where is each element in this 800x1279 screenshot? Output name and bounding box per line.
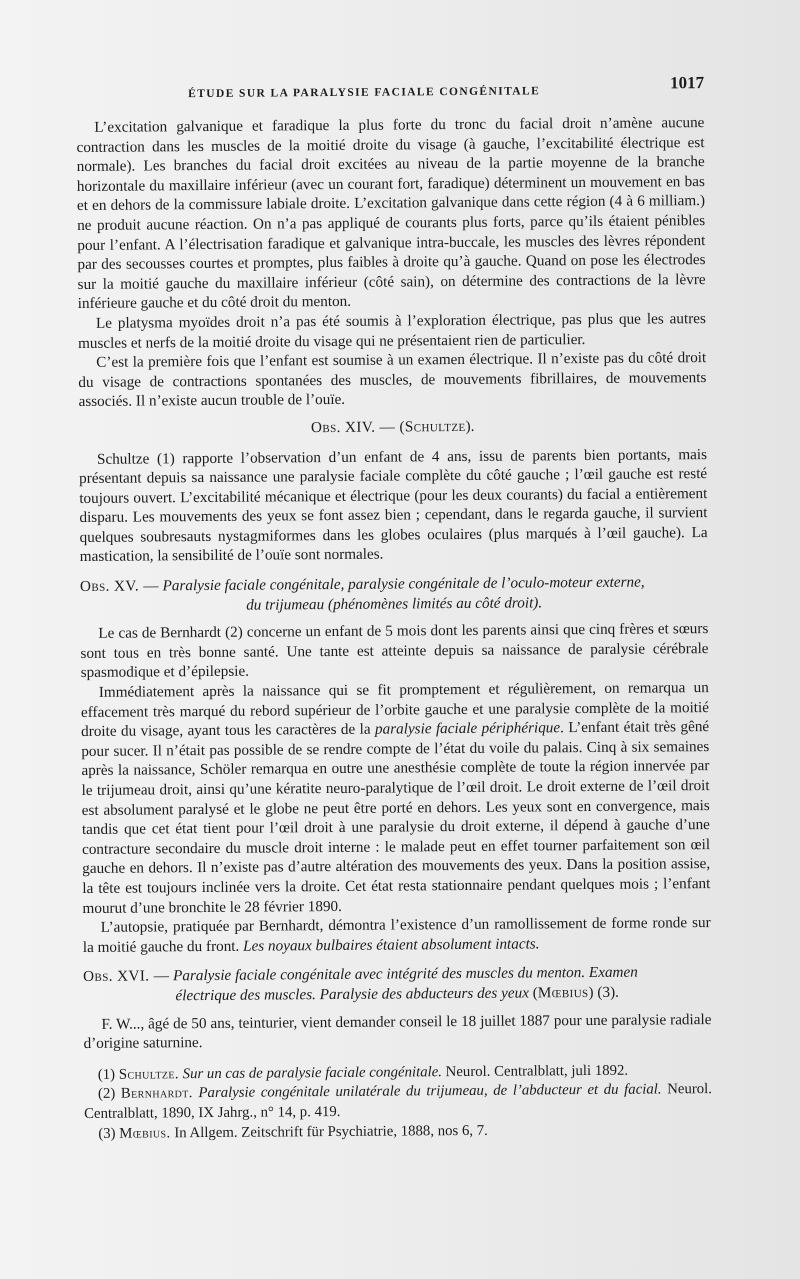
obs-15-title-line1: Paralysie faciale congénitale, paralysie congénitale de l’oculo-moteur externe, xyxy=(162,573,645,595)
obs-16-title-line2-italic: électrique des muscles. Paralysie des abducteurs des yeux xyxy=(175,984,529,1005)
obs-15-heading xyxy=(80,572,708,616)
obs-16-title-line1: Paralysie faciale congénitale avec intégrité des muscles du menton. Examen xyxy=(172,963,638,985)
book-page xyxy=(76,73,712,1144)
paragraph-electric-exam: L’excitation galvanique et faradique la plus forte du tronc du facial droit n’amène aucune contraction dans les muscles de la moitié droite du visage (à gauche, l’excitabilité électrique est normale). Les branches du facial droit excitées au niveau de la partie moyenne de la branche horizontale du maxillaire inférieur (avec un courant fort, faradique) déterminent un mouvement en bas et en dehors de la commissure labiale droite. L’excitation galvanique dans cette région (4 à 6 milliam.) ne produit aucune réaction. On n’a pas appliqué de courants plus forts, parce qu’ils étaient pénibles pour l’enfant. A l’électrisation faradique et galvanique intra-buccale, les muscles des lèvres répondent par des secousses courtes et promptes, plus faibles à droite qu’à gauche. Quand on pose les électrodes sur la moitié gauche du maxillaire inférieur (côté sain), on détermine des contractions de la lèvre inférieure gauche et du côté droit du menton. xyxy=(76,114,706,313)
fn2-author: Bernhardt. xyxy=(120,1085,193,1102)
obs-14-author: Schultze xyxy=(404,417,466,436)
paragraph-birth-findings xyxy=(81,678,711,918)
paragraph-platysma: Le platysma myoïdes droit n’a pas été soumis à l’exploration électrique, pas plus que les autres muscles et nerfs de la moitié droite du visage qui ne présentaient rien de particulier. xyxy=(78,309,706,352)
fn2-num: (2) xyxy=(97,1085,121,1103)
paragraph-bernhardt-case: Le cas de Bernhardt (2) concerne un enfant de 5 mois dont les parents ainsi que cinq frères et sœurs sont tous en très bonne santé. Une tante est atteinte depuis sa naissance de paralysie cérébrale spasmodique et d’épilepsie. xyxy=(80,620,709,682)
p6-text-a: Immédiatement après la naissance qui se fit promptement et régulièrement, on remarqua un effacement très marqué du rebord supérieur de l’orbite gauche et une paralysie complète de la moitié droite du visage, ayant tous les caractères de la xyxy=(80,679,710,741)
fn2-rest: Neurol. Centralblatt, 1890, IX Jahrg., n° 14, p. 419. xyxy=(84,1081,713,1122)
fn1-rest: Neurol. Centralblatt, juli 1892. xyxy=(441,1062,629,1080)
obs-16-title-line2 xyxy=(83,982,711,1007)
obs-14-heading xyxy=(79,415,707,440)
obs-16-author: Mœbius xyxy=(537,983,589,1002)
fn1-num: (1) xyxy=(97,1066,119,1083)
obs-16-label: Obs. XVI. — xyxy=(82,967,170,986)
fn1-title: Sur un cas de paralysie faciale congénitale. xyxy=(178,1063,443,1082)
paragraph-schultze-case: Schultze (1) rapporte l’observation d’un enfant de 4 ans, issu de parents bien portants, mais présentant depuis sa naissance une paralysie faciale complète du côté gauche ; l’œil gauche est resté toujours ouvert. L’excitabilité mécanique et électrique (pour les deux courants) du facial a entièrement disparu. Les mouvements des yeux se font assez bien ; cependant, dans le regarda gauche, il survient quelques soubresauts nystagmiformes dans les globes oculaires (plus marqués à l’œil gauche). La mastication, la sensibilité de l’ouïe sont normales. xyxy=(79,445,708,566)
paragraph-fw-case: F. W..., âgé de 50 ans, teinturier, vient demander conseil le 18 juillet 1887 pour une paralysie radiale d’origine saturnine. xyxy=(83,1010,712,1053)
obs-16-paren-open: ( xyxy=(528,984,538,1002)
page-number: 1017 xyxy=(669,73,705,93)
fn3-num: (3) xyxy=(98,1125,120,1142)
fn3-rest: In Allgem. Zeitschrift für Psychiatrie, 1888, nos 6, 7. xyxy=(170,1122,488,1141)
p7-text: L’autopsie, pratiquée par Bernhardt, démontra l’existence d’un ramollissement de forme ronde sur la moitié gauche du front. xyxy=(82,914,711,956)
page-header xyxy=(76,73,704,104)
obs-14-label: Obs. XIV. — ( xyxy=(310,418,405,437)
obs-16-heading xyxy=(83,962,711,1006)
p7-italic: Les noyaux bulbaires étaient absolument intacts. xyxy=(243,935,540,955)
footnote-2 xyxy=(84,1080,712,1124)
obs-15-label: Obs. XV. — xyxy=(79,577,159,596)
p6-text-b: . L’enfant était très gêné pour sucer. Il n’était pas possible de se rendre compte de l’état du voile du palais. Cinq à six semaines après la naissance, Schöler remarqua en outre une anesthésie complète de toute la région innervée par le trijumeau droit, ainsi qu’une kératite neuro-paralytique de l’œil droit. Le droit externe de l’œil droit est absolument paralysé et le globe ne peut être porté en dehors. Les yeux sont en convergence, mais tandis que cet état tient pour l’œil droit à une paralysie du droit externe, il dépend à gauche d’une contracture secondaire du muscle droit interne : le malade peut en effet tourner parfaitement son œil gauche en dehors. Il n’existe pas d’autre altération des mouvements des yeux. Dans la position assise, la tête est toujours inclinée vers la droite. Cet état resta stationnaire pendant quelques mois ; l’enfant mourut d’une bronchite le 28 février 1890. xyxy=(81,718,711,917)
p6-italic: paralysie faciale périphérique xyxy=(374,719,561,738)
fn1-author: Schultze. xyxy=(118,1065,180,1083)
obs-15-title-line2: du trijumeau (phénomènes limités au côté droit). xyxy=(246,594,543,614)
obs-16-ref: ) (3). xyxy=(588,983,619,1001)
running-title: ÉTUDE SUR LA PARALYSIE FACIALE CONGÉNITALE xyxy=(188,85,541,101)
obs-14-close: ). xyxy=(465,417,475,435)
paragraph-first-exam: C’est la première fois que l’enfant est soumise à un examen électrique. Il n’existe pas du côté droit du visage de contractions spontanées des muscles, de mouvements fibrillaires, de mouvements associés. Il n’existe aucun trouble de l’ouïe. xyxy=(78,349,707,411)
paragraph-autopsy xyxy=(83,913,711,957)
footnotes xyxy=(84,1061,713,1144)
fn3-author: Mœbius. xyxy=(119,1124,171,1142)
fn2-title: Paralysie congénitale unilatérale du trijumeau, de l’abducteur et du facial. xyxy=(192,1081,662,1102)
